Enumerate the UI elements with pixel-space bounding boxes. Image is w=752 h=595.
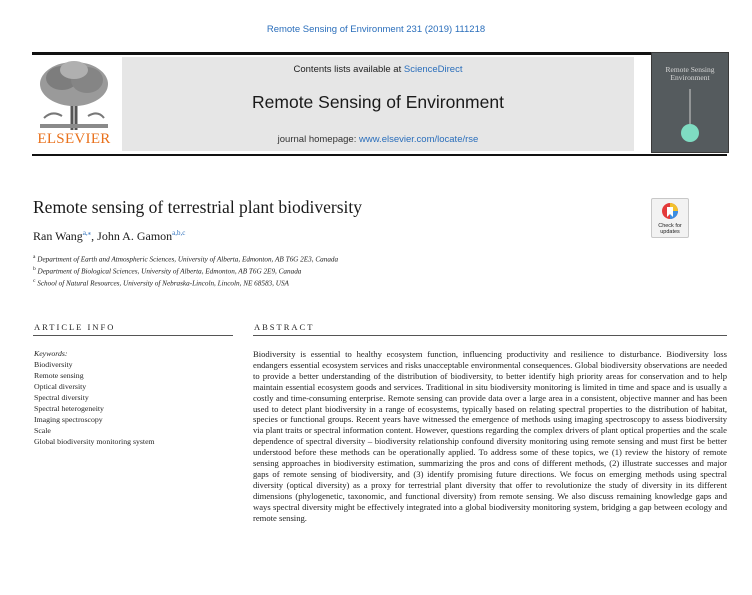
- cover-title-line1: Remote Sensing: [665, 65, 715, 74]
- journal-title: Remote Sensing of Environment: [252, 92, 504, 112]
- journal-citation[interactable]: Remote Sensing of Environment 231 (2019) 111218: [266, 24, 486, 35]
- keyword-item: Scale: [34, 426, 51, 435]
- badge-label-line2: updates: [660, 228, 680, 235]
- homepage-line: [122, 134, 634, 145]
- contents-line: [122, 64, 634, 75]
- publisher-name: ELSEVIER: [37, 131, 111, 147]
- author-affiliation-marks[interactable]: a,b,c: [172, 229, 186, 237]
- check-for-updates-badge[interactable]: [651, 198, 689, 238]
- contents-prefix: Contents lists available at: [293, 64, 404, 75]
- article-title: Remote sensing of terrestrial plant biodiversity: [33, 197, 363, 217]
- affiliation-text: School of Natural Resources, University of Nebraska-Lincoln, Lincoln, NE 68583, USA: [37, 279, 289, 288]
- abstract-heading: ABSTRACT: [254, 322, 315, 332]
- affiliation: [33, 254, 338, 263]
- keyword-item: Remote sensing: [34, 371, 84, 380]
- header-bottom-rule: [32, 154, 727, 156]
- cover-title-line2: Environment: [670, 73, 710, 82]
- affiliation-mark: c: [33, 278, 36, 284]
- keywords-label: Keywords:: [34, 349, 68, 358]
- affiliation-mark: a: [33, 254, 36, 260]
- badge-label: [652, 224, 688, 236]
- abstract-rule: [253, 335, 727, 336]
- author-name[interactable]: John A. Gamon: [97, 229, 173, 243]
- affiliation: [33, 278, 289, 287]
- abstract-body: Biodiversity is essential to healthy ecosystem function, influencing productivity and resilience to disturbance. Biodiversity loss endangers essential ecosystem services and risks unacceptable environmental consequences. Global biodiversity observations are needed to provide a better understanding of the distribution of biodiversity, to better identify high priority areas for conservation and to help maintain essential ecosystem goods and services. Traditional in situ biodiversity monitoring is limited in time and space and is usually a costly and time-consuming enterprise. Remote sensing can provide data over a large area in a consistent, objective manner and has been used to detect plant biodiversity in a range of ecosystems, typically based on relating spectral properties to the distribution of habitat, species or functional groups. Recent years have witnessed the emergence of methods using imaging spectroscopy to assess biodiversity via plant traits or spectral information content. However, questions regarding the complex drivers of plant optical properties and the scale dependence of spectral diversity – biodiversity relationship confound diversity monitoring using remote sensing and must first be better understood before these methods can be operationally applied. To address some of these topics, we (1) review the history of remote sensing approaches in biodiversity estimation, summarizing the pros and cons of different methods, (2) illustrate successes and major gaps of remote sensing of biodiversity, and (3) identify promising future directions. We focus on emerging methods using spectral diversity (optical diversity) as a proxy for terrestrial plant diversity that offer to revolutionize the study of diversity in its different dimensions (phylogenetic, taxonomic, and functional diversity) from remote sensing. We also discuss remaining knowledge gaps and ways spectral diversity might be effectively integrated into a global biodiversity monitoring system, bridging a gap between ecology and remote sensing.: [253, 349, 727, 523]
- author-affiliation-marks[interactable]: a,⁎: [82, 229, 92, 237]
- keyword-item: Spectral diversity: [34, 393, 89, 402]
- badge-label-line1: Check for: [658, 223, 682, 229]
- affiliation-text: Department of Biological Sciences, University of Alberta, Edmonton, AB T6G 2E9, Canada: [37, 267, 302, 276]
- keyword-item: Global biodiversity monitoring system: [34, 437, 155, 446]
- journal-cover-thumbnail[interactable]: [651, 52, 729, 153]
- cover-graphic: [652, 89, 728, 149]
- header-top-rule: [32, 52, 727, 55]
- keyword-item: Spectral heterogeneity: [34, 404, 104, 413]
- affiliation-mark: b: [33, 266, 36, 272]
- affiliation: [33, 266, 301, 275]
- homepage-prefix: journal homepage:: [277, 134, 359, 145]
- keyword-item: Optical diversity: [34, 382, 87, 391]
- author-list: [33, 229, 185, 244]
- article-info-rule: [33, 335, 233, 336]
- affiliation-text: Department of Earth and Atmospheric Sciences, University of Alberta, Edmonton, AB T6G 2E3, Canada: [37, 255, 339, 264]
- cover-title: [656, 66, 724, 82]
- keyword-item: Biodiversity: [34, 360, 73, 369]
- keyword-item: Imaging spectroscopy: [34, 415, 103, 424]
- author-name[interactable]: Ran Wang: [33, 229, 83, 243]
- author-separator: ,: [91, 229, 98, 243]
- article-info-heading: ARTICLE INFO: [34, 322, 116, 332]
- journal-homepage-link[interactable]: www.elsevier.com/locate/rse: [359, 134, 479, 145]
- bookmark-icon: [661, 202, 679, 222]
- sciencedirect-link[interactable]: ScienceDirect: [403, 64, 463, 75]
